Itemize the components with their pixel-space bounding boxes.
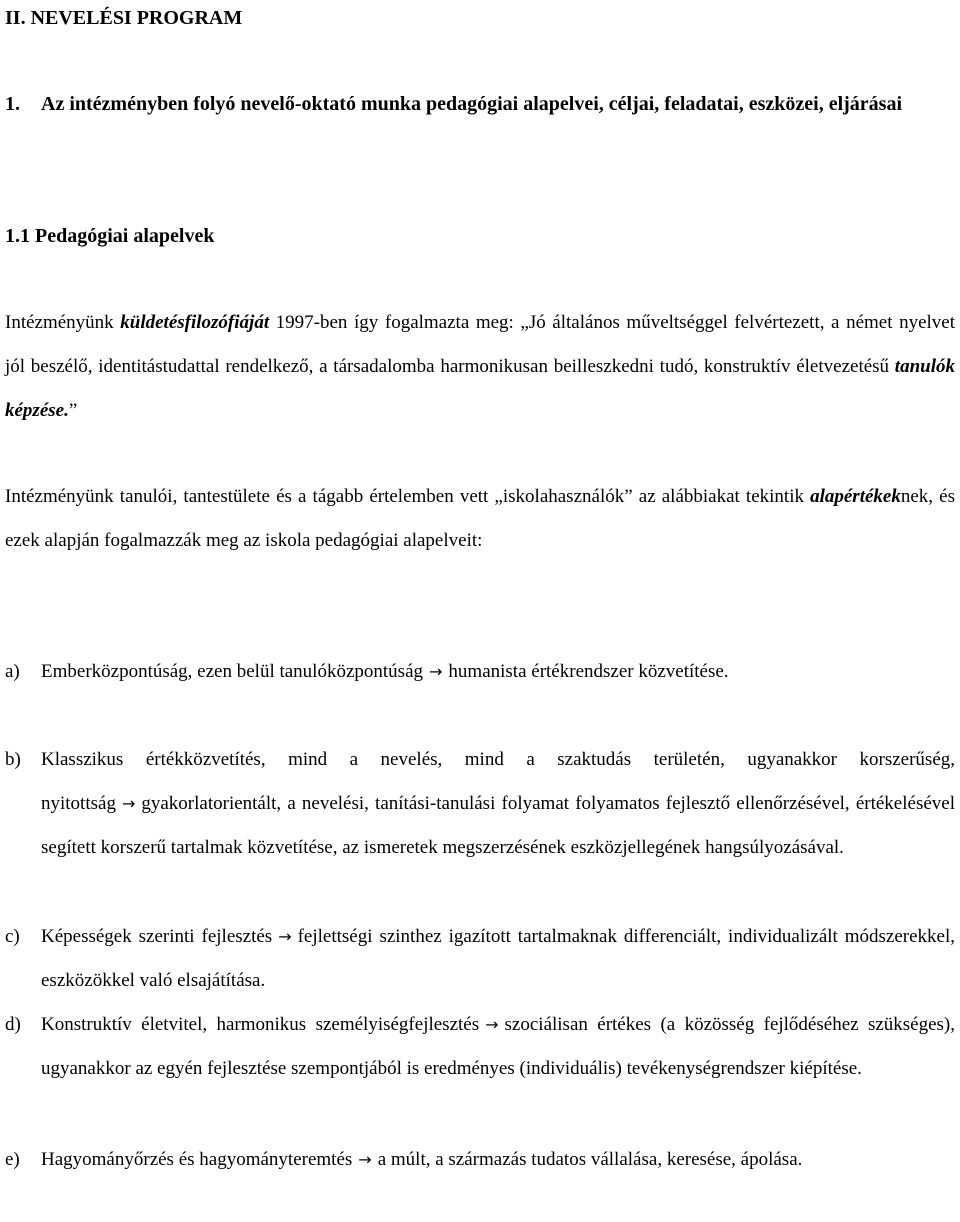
list-text-after: humanista értékrendszer közvetítése. (448, 661, 729, 682)
paragraph-text: Intézményünk (5, 312, 121, 333)
list-marker: b) (5, 749, 21, 770)
list-item-text (41, 650, 955, 694)
list-item (5, 1003, 955, 1091)
list-text-after: a múlt, a származás tudatos vállalása, keresése, ápolása. (377, 1149, 803, 1170)
arrow-right-icon: → (358, 1150, 372, 1169)
list-text-after: fejlettségi szinthez igazított tartalmaknak differenciált, individualizált módszerekkel, eszközökkel való elsajátítása. (41, 926, 955, 991)
paragraph-text: Intézményünk tanulói, tantestülete és a tágabb értelemben vett „iskolahasználók” az alábbiakat tekintik (5, 486, 811, 507)
arrow-right-icon: → (278, 927, 292, 946)
list-marker: c) (5, 926, 20, 947)
paragraph-text: 1997-ben így fogalmazta meg: „Jó általános műveltséggel felvértezett, a német nyelvet jól beszélő, identitástudattal rendelkező, a társadalomba harmonikusan beilleszkedni tudó, konstruktív életvezetésű (5, 312, 955, 377)
emphasis-text: alapértékek (810, 486, 901, 507)
paragraph-mission (5, 301, 955, 433)
list-item-text (41, 738, 955, 870)
main-heading: II. NEVELÉSI PROGRAM (5, 7, 243, 29)
list-text-before: Képességek szerinti fejlesztés (41, 926, 273, 947)
emphasis-text: tanulók képzése. (5, 356, 955, 421)
arrow-right-icon: → (121, 794, 136, 813)
paragraph-values (5, 475, 955, 563)
section-number: 1. (5, 93, 20, 115)
arrow-right-icon: → (485, 1015, 499, 1034)
list-text-before: Klasszikus értékközvetítés, mind a nevelés, mind a szaktudás területén, ugyanakkor korszerűség, nyitottság (41, 749, 955, 814)
section-title: Az intézményben folyó nevelő-oktató munka pedagógiai alapelvei, céljai, feladatai, eszközei, eljárásai (41, 93, 903, 115)
list-text-before: Konstruktív életvitel, harmonikus személyiségfejlesztés (41, 1014, 480, 1035)
subsection-heading: 1.1 Pedagógiai alapelvek (5, 225, 215, 247)
paragraph-text: ” (68, 400, 78, 421)
section-heading (5, 82, 955, 126)
arrow-right-icon: → (429, 662, 443, 681)
list-text-after: szociálisan értékes (a közösség fejlődéséhez szükséges), ugyanakkor az egyén fejlesztése szempontjából is eredményes (individuális) tevékenységrendszer kiépítése. (41, 1014, 955, 1079)
list-marker: d) (5, 1014, 21, 1035)
list-text-before: Hagyományőrzés és hagyományteremtés (41, 1149, 353, 1170)
list-item-text (41, 915, 955, 1003)
emphasis-text: küldetésfilozófiáját (120, 312, 270, 333)
list-item-text (41, 1138, 955, 1182)
paragraph-text: nek, és ezek alapján fogalmazzák meg az iskola pedagógiai alapelveit: (5, 486, 955, 551)
list-text-after: gyakorlatorientált, a nevelési, tanítási-tanulási folyamat folyamatos fejlesztő ellenőrzésével, értékelésével segített korszerű tartalmak közvetítése, az ismeretek megszerzésének eszközjellegének hangsúlyozásával. (41, 793, 955, 858)
list-marker: a) (5, 661, 20, 682)
list-item (5, 650, 955, 694)
list-item-text (41, 1003, 955, 1091)
list-text-before: Emberközpontúság, ezen belül tanulóközpontúság (41, 661, 424, 682)
list-item (5, 738, 955, 870)
list-item (5, 1138, 955, 1182)
list-marker: e) (5, 1149, 20, 1170)
list-item (5, 915, 955, 1003)
